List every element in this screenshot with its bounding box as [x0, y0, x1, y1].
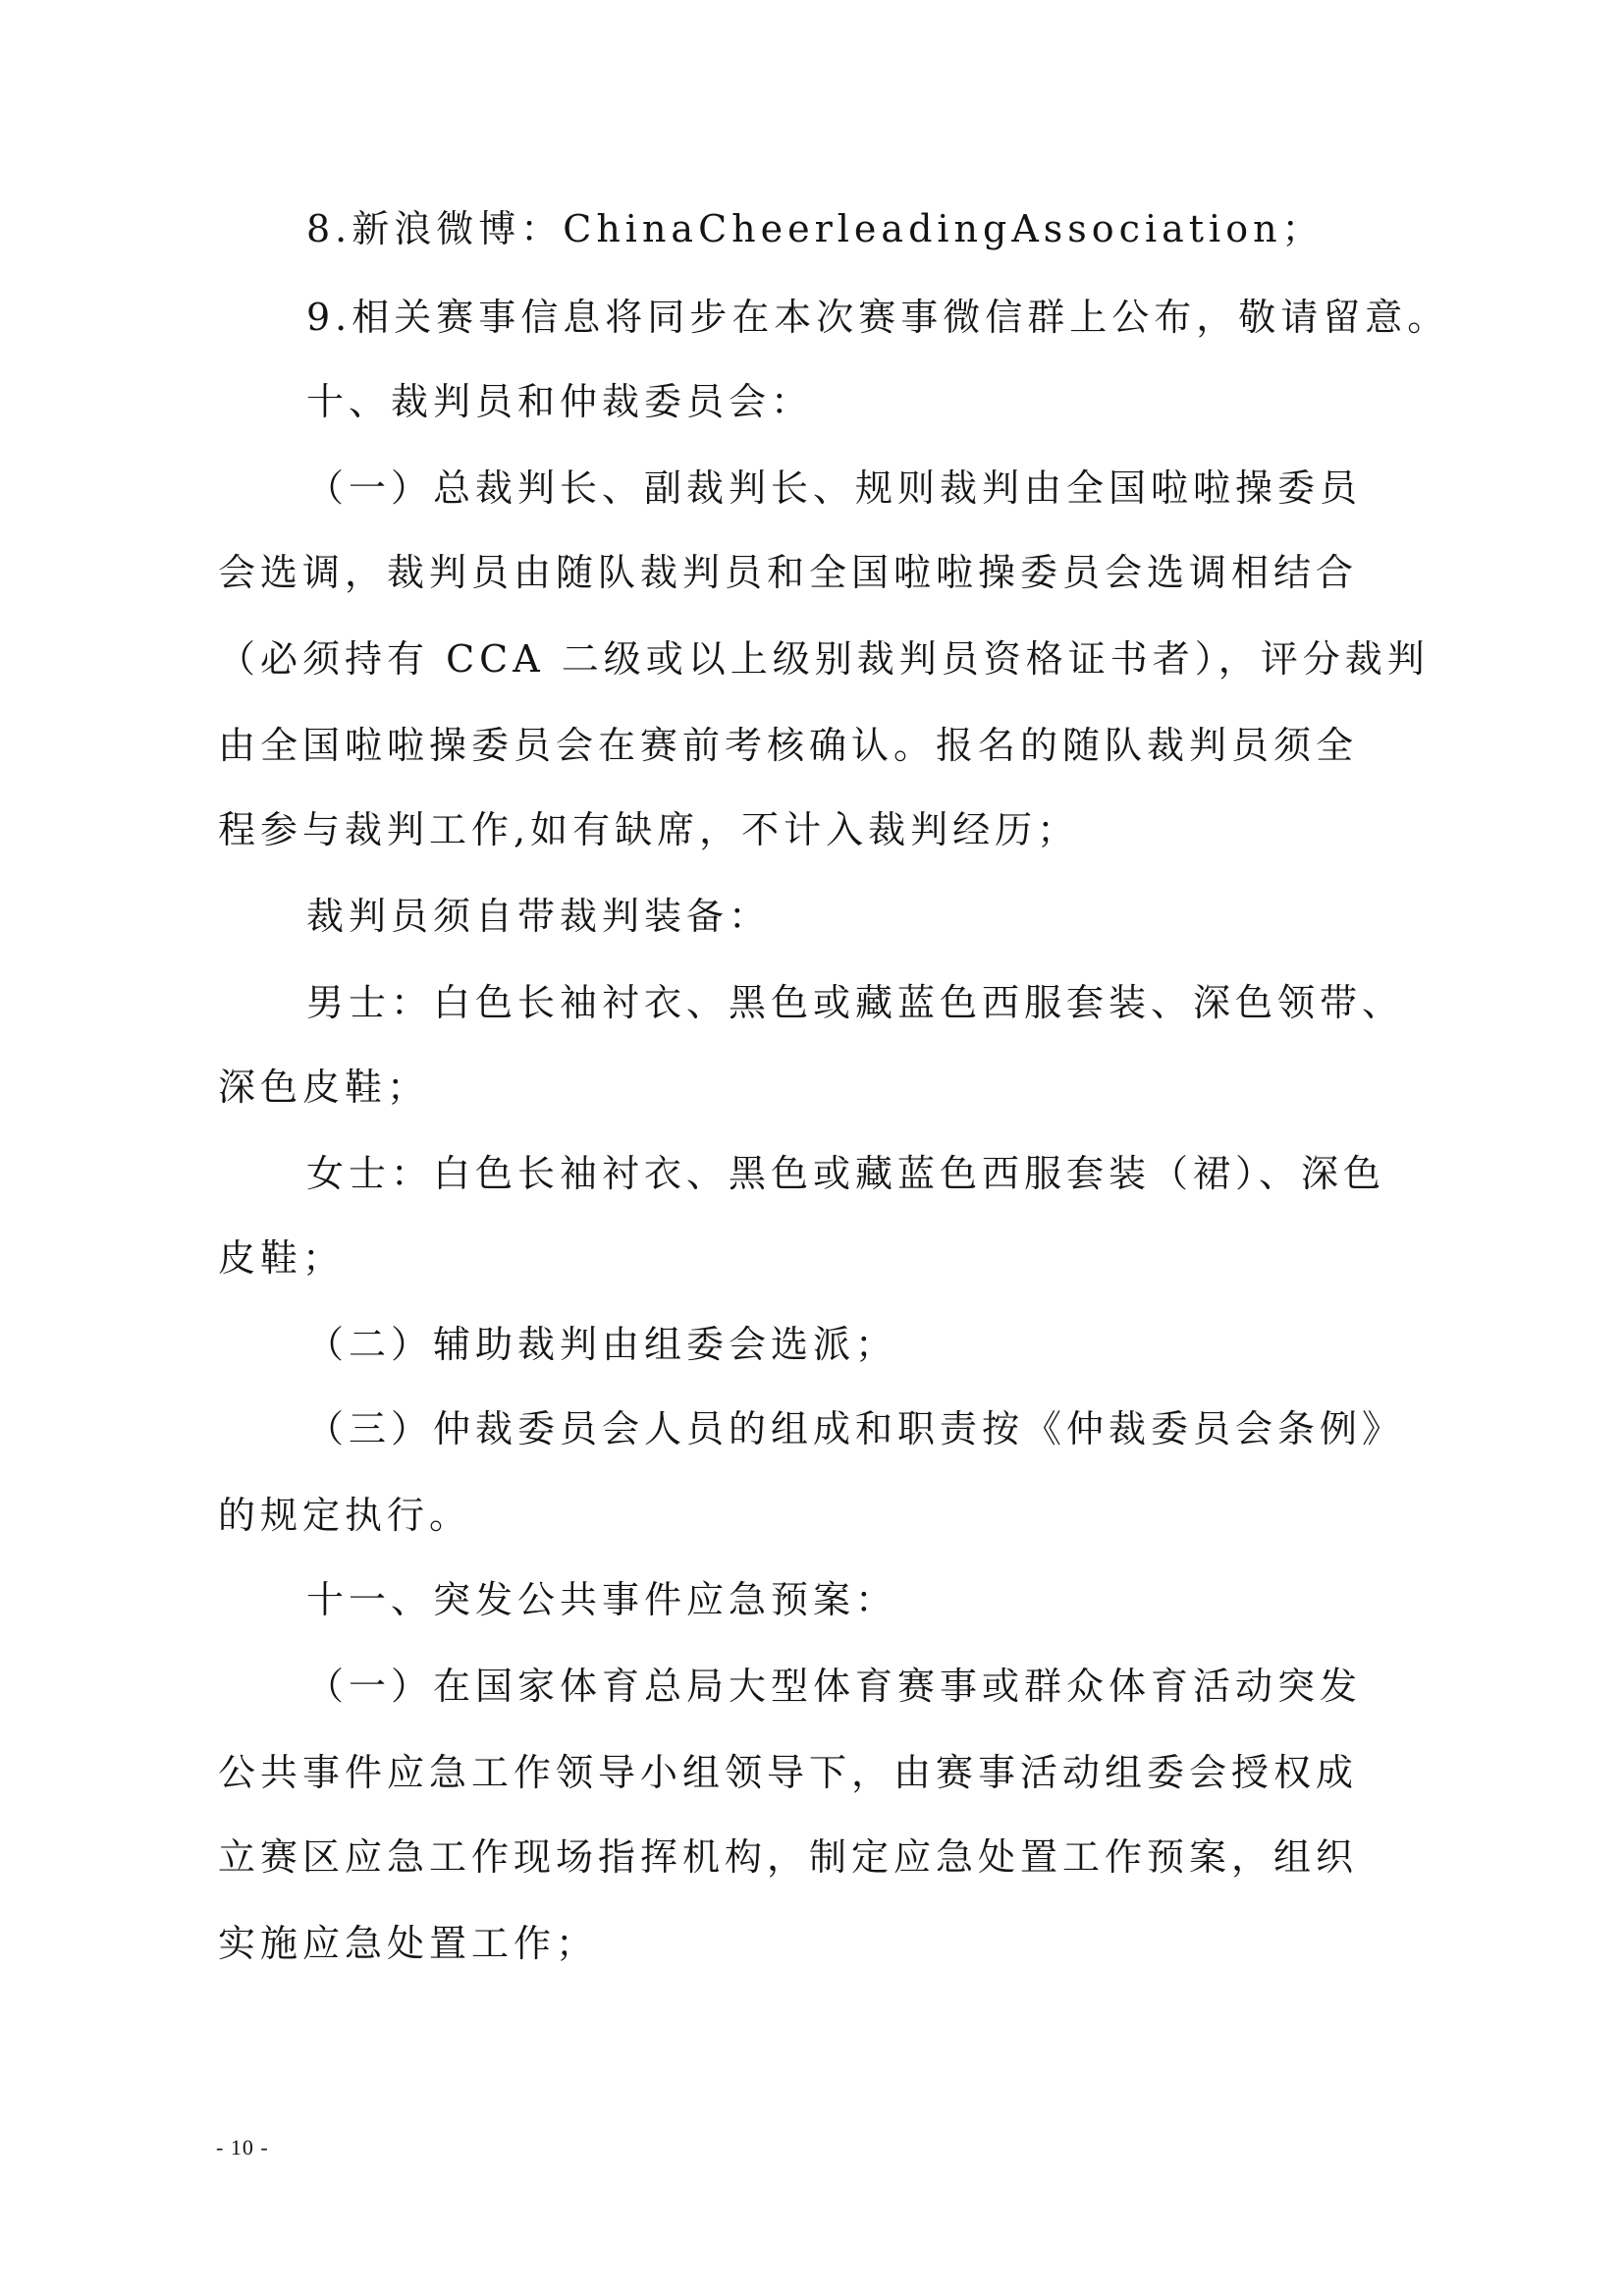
text-line-men-cont: 深色皮鞋； [218, 1066, 430, 1109]
page-number: - 10 - [216, 2135, 269, 2159]
text-line-emergency-1: （一）在国家体育总局大型体育赛事或群众体育活动突发 [306, 1665, 1363, 1708]
text-line-men: 男士：白色长袖衬衣、黑色或藏蓝色西服套装、深色领带、 [306, 981, 1405, 1024]
text-line-1: （一）总裁判长、副裁判长、规则裁判由全国啦啦操委员 [306, 466, 1363, 510]
text-line-4: 由全国啦啦操委员会在赛前考核确认。报名的随队裁判员须全 [218, 724, 1359, 767]
section-heading-referees: 十、裁判员和仲裁委员会： [306, 380, 814, 423]
text-line-wechat-group: 9.相关赛事信息将同步在本次赛事微信群上公布，敬请留意。 [306, 296, 1450, 339]
text-line-women: 女士：白色长袖衬衣、黑色或藏蓝色西服套装（裙）、深色 [306, 1152, 1386, 1195]
text-line-2: 会选调，裁判员由随队裁判员和全国啦啦操委员会选调相结合 [218, 551, 1359, 594]
text-line-equipment: 裁判员须自带裁判装备： [306, 895, 772, 938]
text-line-3: （必须持有 CCA 二级或以上级别裁判员资格证书者），评分裁判 [218, 637, 1430, 681]
text-line-arbitration: （三）仲裁委员会人员的组成和职责按《仲裁委员会条例》 [306, 1407, 1405, 1450]
text-line-emergency-3: 立赛区应急工作现场指挥机构，制定应急处置工作预案，组织 [218, 1835, 1359, 1879]
text-line-emergency-4: 实施应急处置工作； [218, 1922, 599, 1965]
text-line-5: 程参与裁判工作,如有缺席，不计入裁判经历； [218, 808, 1080, 851]
text-line-women-cont: 皮鞋； [218, 1236, 346, 1280]
text-line-emergency-2: 公共事件应急工作领导小组领导下，由赛事活动组委会授权成 [218, 1751, 1359, 1794]
text-line-assistant-referee: （二）辅助裁判由组委会选派； [306, 1323, 898, 1366]
section-heading-emergency: 十一、突发公共事件应急预案： [306, 1578, 898, 1621]
text-line-weibo: 8.新浪微博：ChinaCheerleadingAssociation； [306, 207, 1325, 250]
text-line-arbitration-cont: 的规定执行。 [218, 1494, 472, 1537]
